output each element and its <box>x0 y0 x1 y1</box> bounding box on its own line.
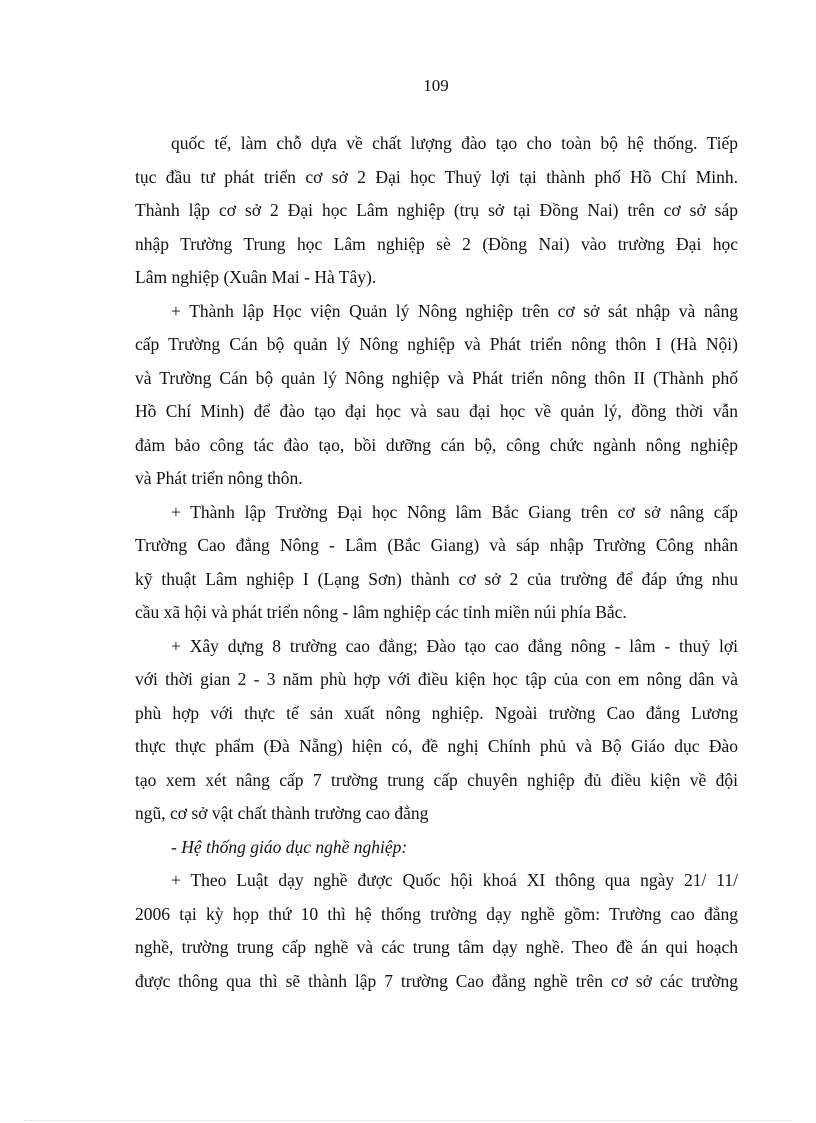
text-line: + Thành lập Học viện Quản lý Nông nghiệp trên cơ sở sát nhập và nâng <box>171 300 738 321</box>
section-heading-line: - Hệ thống giáo dục nghề nghiệp: <box>171 836 408 857</box>
text-line: tục đầu tư phát triển cơ sở 2 Đại học Thuỷ lợi tại thành phố Hồ Chí Minh. <box>135 166 738 187</box>
text-line: Thành lập cơ sở 2 Đại học Lâm nghiệp (trụ sở tại Đồng Nai) trên cơ sở sáp <box>135 200 738 220</box>
text-line: cấp Trường Cán bộ quản lý Nông nghiệp và Phát triển nông thôn I (Hà Nội) <box>135 334 738 354</box>
text-line: + Xây dựng 8 trường cao đẳng; Đào tạo cao đẳng nông - lâm - thuỷ lợi <box>171 635 738 656</box>
text-line: và Phát triển nông thôn. <box>135 468 303 488</box>
text-line: Hồ Chí Minh) để đào tạo đại học và sau đại học về quản lý, đồng thời vẫn <box>135 401 738 421</box>
text-line: nhập Trường Trung học Lâm nghiệp sè 2 (Đồng Nai) vào trường Đại học <box>135 233 738 254</box>
text-line: Lâm nghiệp (Xuân Mai - Hà Tây). <box>135 267 377 287</box>
text-line: phù hợp với thực tế sản xuất nông nghiệp. Ngoài trường Cao đẳng Lương <box>135 702 738 723</box>
text-line: cầu xã hội và phát triển nông - lâm nghiệp các tỉnh miền núi phía Bắc. <box>135 602 627 622</box>
page-bottom-divider <box>24 1120 792 1121</box>
page-number: 109 <box>423 76 449 95</box>
text-line: tạo xem xét nâng cấp 7 trường trung cấp chuyên nghiệp đủ điều kiện về đội <box>135 769 738 790</box>
text-line: + Thành lập Trường Đại học Nông lâm Bắc Giang trên cơ sở nâng cấp <box>171 501 738 522</box>
text-line: với thời gian 2 - 3 năm phù hợp với điều kiện học tập của con em nông dân và <box>135 669 738 689</box>
text-line: đảm bảo công tác đào tạo, bồi dưỡng cán bộ, công chức ngành nông nghiệp <box>135 434 738 455</box>
text-line: được thông qua thì sẽ thành lập 7 trường Cao đẳng nghề trên cơ sở các trường <box>135 970 738 991</box>
text-line: + Theo Luật dạy nghề được Quốc hội khoá XI thông qua ngày 21/ 11/ <box>171 870 738 890</box>
text-line: và Trường Cán bộ quản lý Nông nghiệp và Phát triển nông thôn II (Thành phố <box>135 367 738 388</box>
text-line: kỹ thuật Lâm nghiệp I (Lạng Sơn) thành cơ sở 2 của trường để đáp ứng nhu <box>135 568 738 589</box>
text-line: 2006 tại kỳ họp thứ 10 thì hệ thống trường dạy nghề gồm: Trường cao đẳng <box>135 903 738 924</box>
document-body <box>135 127 738 998</box>
text-line: quốc tế, làm chỗ dựa về chất lượng đào tạo cho toàn bộ hệ thống. Tiếp <box>171 133 738 153</box>
text-line: ngũ, cơ sở vật chất thành trường cao đẳng <box>135 803 429 823</box>
text-line: Trường Cao đẳng Nông - Lâm (Bắc Giang) và sáp nhập Trường Công nhân <box>135 535 738 555</box>
text-line: nghề, trường trung cấp nghề và các trung tâm dạy nghề. Theo đề án qui hoạch <box>135 937 738 957</box>
text-line: thực thực phẩm (Đà Nẵng) hiện có, đề nghị Chính phủ và Bộ Giáo dục Đào <box>135 736 738 756</box>
